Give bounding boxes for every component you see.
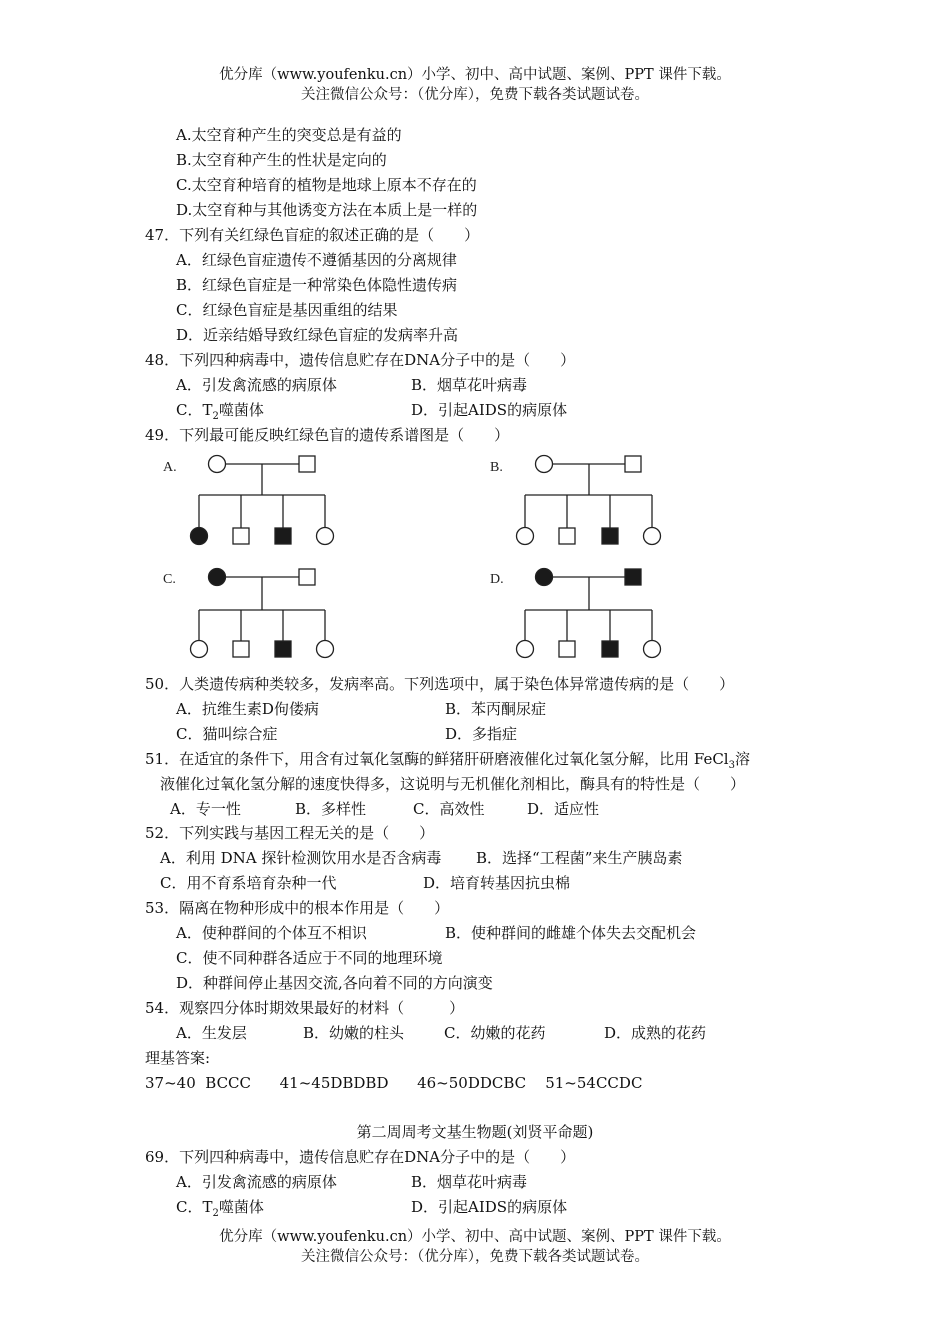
header-line-1: 优分库（www.youfenku.cn）小学、初中、高中试题、案例、PPT 课件下载。: [219, 67, 731, 83]
pedigree-c-father: [299, 569, 315, 585]
pedigree-d-child-3: [602, 641, 618, 657]
header-line-2: 关注微信公众号：（优分库），免费下载各类试题试卷。: [301, 87, 649, 103]
pedigree-b-child-4: [644, 528, 661, 545]
q69-option-a: A．引发禽流感的病原体: [176, 1173, 337, 1191]
answers-line: 37~40 BCCC 41~45DBDBD 46~50DDCBC 51~54CCDC: [145, 1074, 643, 1092]
pedigree-d-father: [625, 569, 641, 585]
q48-option-d: D．引起AIDS的病原体: [411, 401, 568, 419]
q47-stem: 47．下列有关红绿色盲症的叙述正确的是（ ）: [145, 226, 480, 244]
q52-option-c: C．用不育系培育杂种一代: [160, 874, 337, 892]
q69-option-c: [176, 1196, 264, 1225]
pedigree-c-child-1: [191, 641, 208, 658]
q53-stem: 53．隔离在物种形成中的根本作用是（ ）: [145, 899, 450, 917]
q52-option-a: A．利用 DNA 探针检测饮用水是否含病毒: [160, 849, 442, 867]
pedigree-b: [517, 456, 661, 545]
q50-stem: 50．人类遗传病种类较多，发病率高。下列选项中，属于染色体异常遗传病的是（ ）: [145, 675, 735, 693]
pedigree-a: [191, 456, 334, 545]
q53-option-c: C．使不同种群各适应于不同的地理环境: [176, 949, 443, 967]
pedigree-c-child-2: [233, 641, 249, 657]
q50-option-d: D．多指症: [445, 725, 518, 743]
q47-option-d: D．近亲结婚导致红绿色盲症的发病率升高: [176, 326, 459, 344]
q50-option-c: C．猫叫综合症: [176, 725, 278, 743]
pedigree-a-child-1: [191, 528, 208, 545]
q52-stem: 52．下列实践与基因工程无关的是（ ）: [145, 824, 435, 842]
pedigree-a-child-3: [275, 528, 291, 544]
q69-c-sub: 2: [212, 1208, 219, 1219]
q54-option-d: D．成熟的花药: [604, 1024, 707, 1042]
q54-stem: 54．观察四分体时期效果最好的材料（ ）: [145, 999, 465, 1017]
q53-option-d: D．种群间停止基因交流,各向着不同的方向演变: [176, 974, 493, 992]
pedigree-b-child-3: [602, 528, 618, 544]
pedigree-figure: [0, 448, 950, 678]
q54-option-b: B．幼嫩的柱头: [303, 1024, 405, 1042]
q48-c-sub: 2: [212, 411, 219, 422]
q48-stem: 48．下列四种病毒中，遗传信息贮存在DNA分子中的是（ ）: [145, 351, 576, 369]
pedigree-c-child-4: [317, 641, 334, 658]
q51-option-c: C．高效性: [413, 800, 485, 818]
q47-option-b: B．红绿色盲症是一种常染色体隐性遗传病: [176, 276, 458, 294]
section2-title: 第二周周考文基生物题(刘贤平命题): [356, 1123, 594, 1141]
pedigree-d-child-4: [644, 641, 661, 658]
pedigree-b-mother: [536, 456, 553, 473]
pedigree-a-child-2: [233, 528, 249, 544]
pedigree-a-child-4: [317, 528, 334, 545]
answers-label: 理基答案:: [145, 1049, 211, 1067]
pedigree-d-mother: [536, 569, 553, 586]
pedigree-d-child-1: [517, 641, 534, 658]
q46-option-c: C.太空育种培育的植物是地球上原本不存在的: [176, 176, 477, 194]
q51-option-b: B．多样性: [295, 800, 367, 818]
pedigree-b-child-2: [559, 528, 575, 544]
q69-c-rest: 噬菌体: [218, 1198, 264, 1216]
q46-option-d: D.太空育种与其他诱变方法在本质上是一样的: [176, 201, 478, 219]
q69-option-d: D．引起AIDS的病原体: [411, 1198, 568, 1216]
q69-option-b: B．烟草花叶病毒: [411, 1173, 528, 1191]
pedigree-b-father: [625, 456, 641, 472]
q51-option-a: A．专一性: [170, 800, 241, 818]
pedigree-a-father: [299, 456, 315, 472]
q54-option-c: C．幼嫩的花药: [444, 1024, 546, 1042]
q51-stem-line-2: 液催化过氧化氢分解的速度快得多，这说明与无机催化剂相比，酶具有的特性是（ ）: [160, 775, 746, 793]
pedigree-b-label: B.: [490, 460, 503, 475]
q52-option-b: B．选择“工程菌”来生产胰岛素: [476, 849, 683, 867]
q50-option-a: A．抗维生素D佝偻病: [176, 700, 319, 718]
q50-option-b: B．苯丙酮尿症: [445, 700, 547, 718]
pedigree-d-child-2: [559, 641, 575, 657]
q53-option-a: A．使种群间的个体互不相识: [176, 924, 367, 942]
footer-line-2: 关注微信公众号：（优分库），免费下载各类试题试卷。: [301, 1249, 649, 1265]
q48-option-b: B．烟草花叶病毒: [411, 376, 528, 394]
pedigree-d-label: D.: [490, 572, 504, 587]
pedigree-a-mother: [209, 456, 226, 473]
q69-c-prefix: C．T: [176, 1198, 213, 1216]
q49-stem: 49．下列最可能反映红绿色盲的遗传系谱图是（ ）: [145, 426, 510, 444]
q47-option-a: A．红绿色盲症遗传不遵循基因的分离规律: [176, 251, 457, 269]
q47-option-c: C．红绿色盲症是基因重组的结果: [176, 301, 398, 319]
q51-stem-part1: 51．在适宜的条件下，用含有过氧化氢酶的鲜猪肝研磨液催化过氧化氢分解，比用 FeCl: [145, 750, 729, 768]
pedigree-c-child-3: [275, 641, 291, 657]
q48-option-a: A．引发禽流感的病原体: [176, 376, 337, 394]
q54-option-a: A．生发层: [176, 1024, 247, 1042]
pedigree-c-label: C.: [163, 572, 176, 587]
q51-stem-part1-end: 溶: [734, 750, 750, 768]
footer-line-1: 优分库（www.youfenku.cn）小学、初中、高中试题、案例、PPT 课件下载。: [219, 1229, 731, 1245]
pedigree-b-child-1: [517, 528, 534, 545]
pedigree-d: [517, 569, 661, 658]
q48-c-prefix: C．T: [176, 401, 213, 419]
q48-c-rest: 噬菌体: [218, 401, 264, 419]
pedigree-c: [191, 569, 334, 658]
q51-option-d: D．适应性: [527, 800, 600, 818]
q46-option-b: B.太空育种产生的性状是定向的: [176, 151, 387, 169]
q69-stem: 69．下列四种病毒中，遗传信息贮存在DNA分子中的是（ ）: [145, 1148, 576, 1166]
pedigree-a-label: A.: [163, 460, 177, 475]
q52-option-d: D．培育转基因抗虫棉: [423, 874, 571, 892]
q51-stem-sub: 3: [728, 760, 735, 771]
q46-option-a: A.太空育种产生的突变总是有益的: [176, 126, 402, 144]
pedigree-c-mother: [209, 569, 226, 586]
q53-option-b: B．使种群间的雌雄个体失去交配机会: [445, 924, 697, 942]
